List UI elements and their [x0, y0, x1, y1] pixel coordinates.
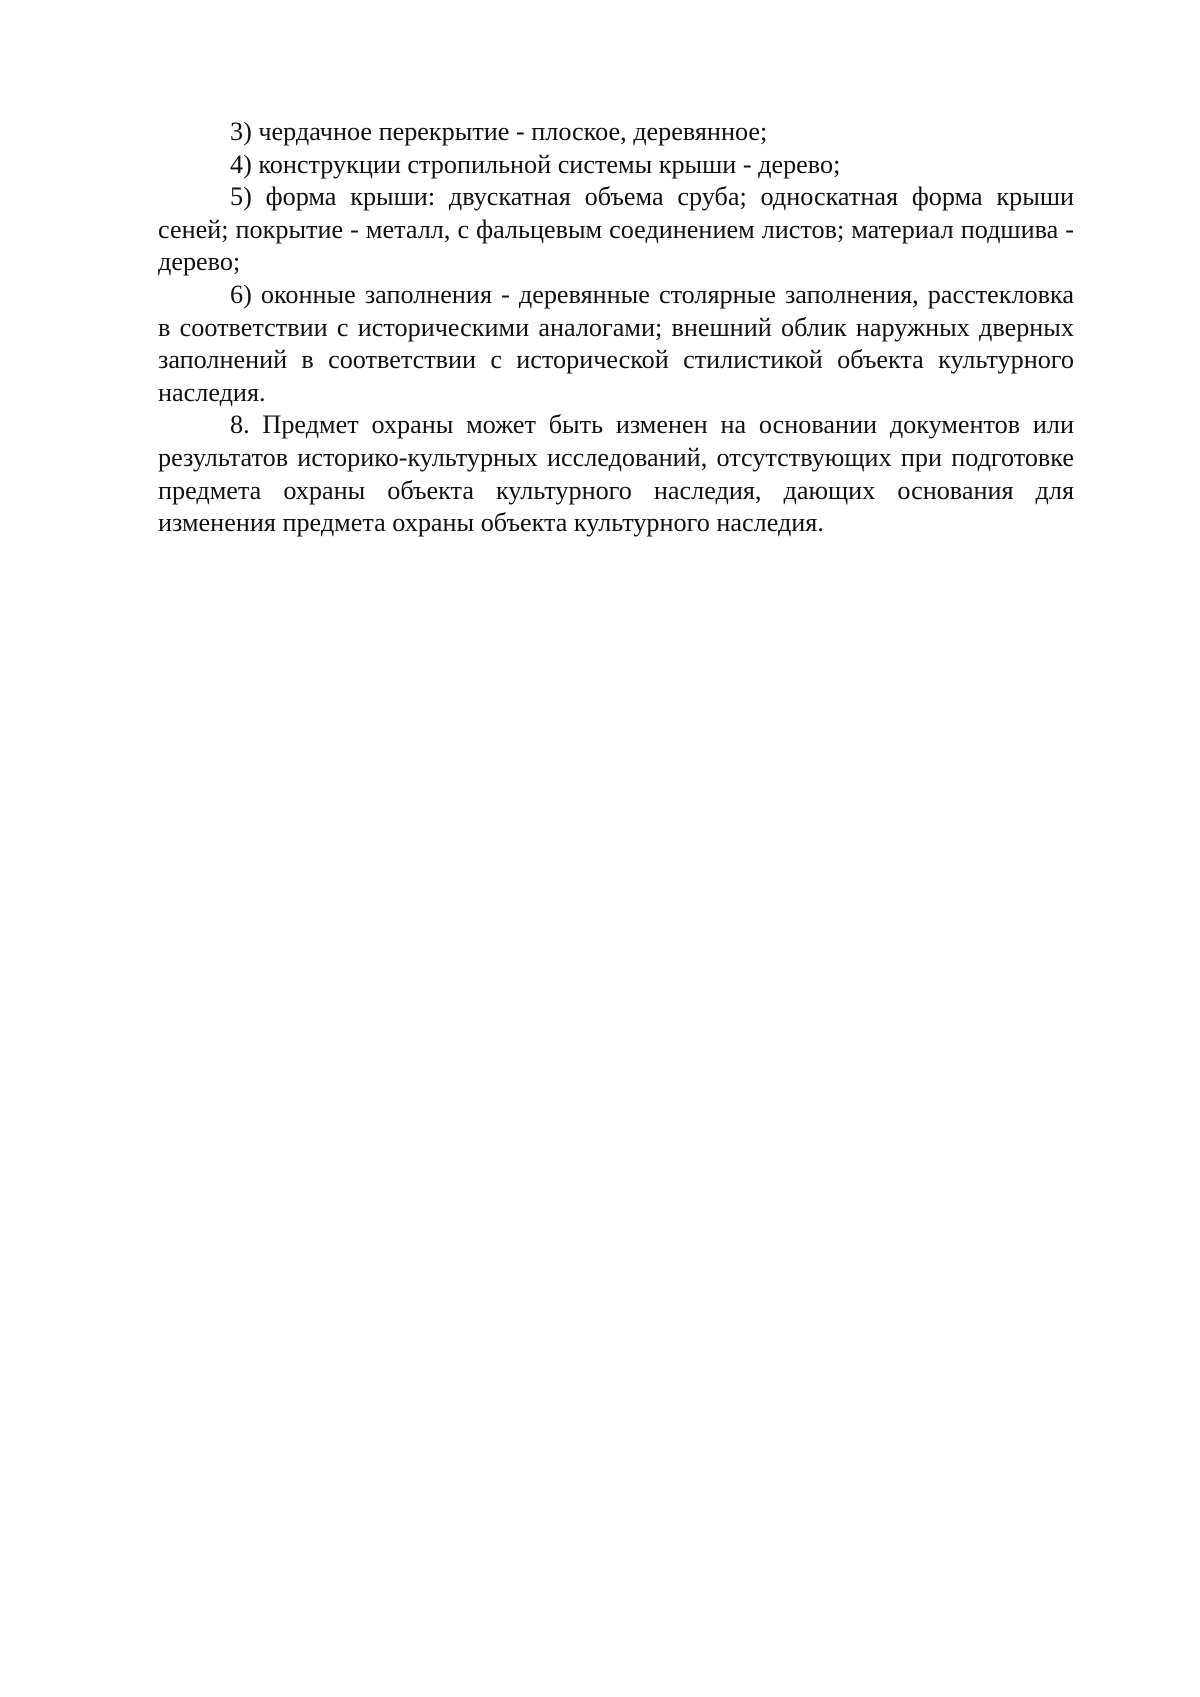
paragraph-item-5: 5) форма крыши: двускатная объема сруба; односкатная форма крыши сеней; покрытие - металл, с фальцевым соединением листов; материал подшива - дерево; — [158, 182, 1074, 277]
paragraph-item-8: 8. Предмет охраны может быть изменен на основании документов или результатов историко-культурных исследований, отсутствующих при подготовке предмета охраны объекта культурного наследия, дающих основания для изменения предмета охраны объекта культурного наследия. — [158, 410, 1074, 538]
paragraph-item-4: 4) конструкции стропильной системы крыши - дерево; — [230, 149, 841, 179]
document-body — [158, 116, 1074, 540]
paragraph-item-3: 3) чердачное перекрытие - плоское, деревянное; — [230, 117, 768, 146]
paragraph-item-6: 6) оконные заполнения - деревянные столярные заполнения, расстекловка в соответствии с историческими аналогами; внешний облик наружных дверных заполнений в соответствии с исторической стилистикой объекта культурного наследия. — [158, 279, 1074, 407]
